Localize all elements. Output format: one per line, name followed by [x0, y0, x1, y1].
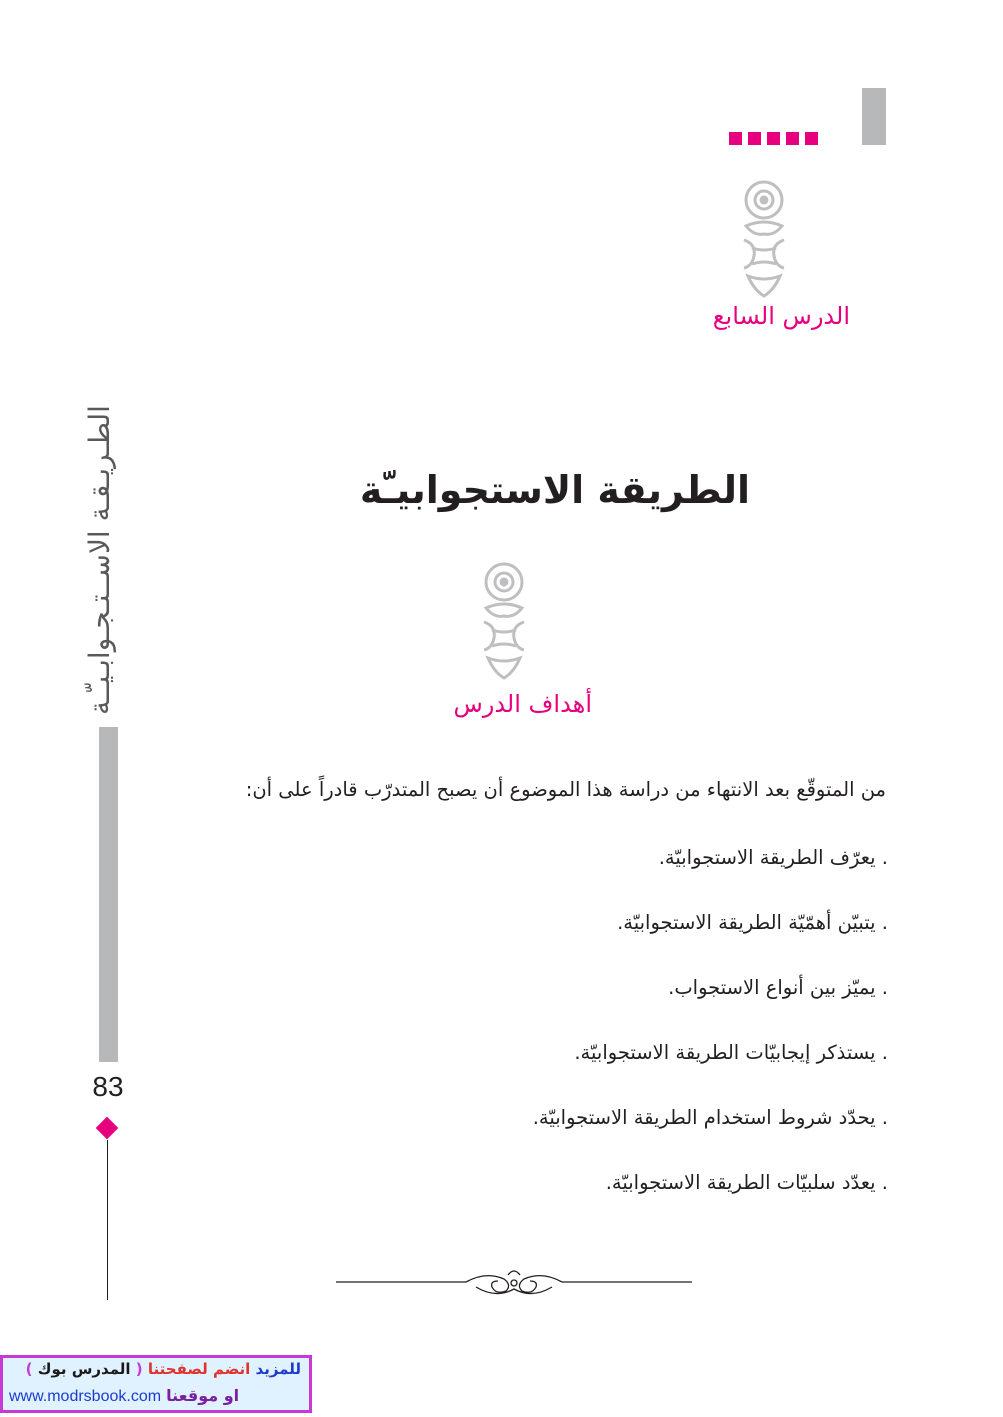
objective-item: . يعرّف الطريقة الاستجوابيّة. — [658, 846, 888, 869]
objective-item: . يتبيّن أهمّيّة الطريقة الاستجوابيّة. — [617, 911, 888, 934]
ornament-middle — [474, 560, 534, 682]
sidebar-line — [107, 1140, 108, 1300]
footer-banner[interactable] — [0, 1355, 312, 1413]
objective-item: . يعدّد سلبيّات الطريقة الاستجوابيّة. — [605, 1171, 888, 1194]
objective-item: . يحدّد شروط استخدام الطريقة الاستجوابيّة. — [532, 1106, 888, 1129]
pink-dots-decoration — [729, 132, 818, 145]
objective-item: . يميّز بين أنواع الاستجواب. — [668, 976, 888, 999]
footer-banner-line2: www.modrsbook.com او موقعنا — [9, 1386, 240, 1405]
footer-url-link[interactable]: www.modrsbook.com — [9, 1388, 162, 1405]
page-number: 83 — [92, 1071, 124, 1102]
bottom-divider-flourish — [336, 1265, 692, 1301]
header-gray-bar — [862, 88, 886, 145]
objective-item: . يستذكر إيجابيّات الطريقة الاستجوابيّة. — [574, 1041, 888, 1064]
footer-banner-line1: للمزيد انضم لصفحتنا ( المدرس بوك ) — [25, 1360, 301, 1378]
sidebar-vertical-title: الطـريـقـة الاســتـجـوابـيـّـة — [83, 405, 116, 715]
intro-paragraph: من المتوقّع بعد الانتهاء من دراسة هذا الموضوع أن يصبح المتدرّب قادراً على أن: — [245, 778, 886, 801]
objectives-list — [300, 843, 888, 1233]
ornament-top — [734, 178, 794, 300]
pink-diamond-icon — [96, 1117, 119, 1140]
lesson-label: الدرس السابع — [712, 302, 850, 330]
sidebar-gray-bar — [99, 727, 118, 1062]
goals-heading: أهداف الدرس — [453, 690, 592, 718]
page-title: الطريقة الاستجوابيـّة — [359, 468, 750, 512]
